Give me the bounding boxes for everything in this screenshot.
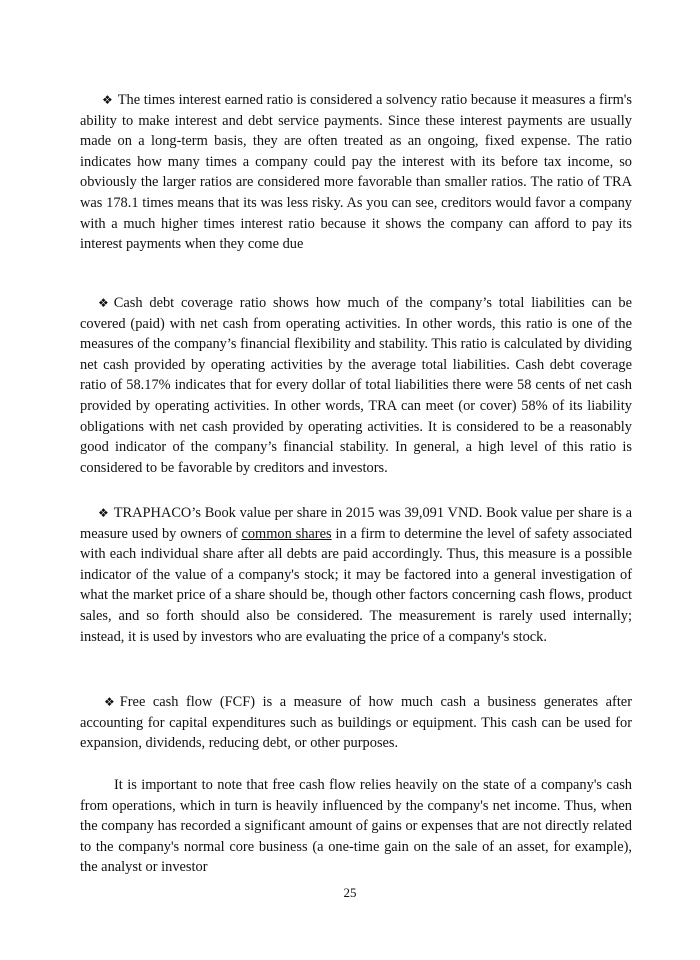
paragraph-text: The times interest earned ratio is considered a solvency ratio because it measures a firm's ability to make interest and debt service payments. Since these interest payments are usually made on a long-term basis, they are often treated as an ongoing, fixed expense. The ratio indicates how many times a company could pay the interest with its before tax income, so obviously the larger ratios are considered more favorable than smaller ratios. The ratio of TRA was 178.1 times means that its was less risky. As you can see, creditors would favor a company with a much higher times interest ratio because it shows the company can afford to pay its interest payments when they come due (80, 92, 632, 253)
common-shares-link[interactable]: common shares (241, 525, 332, 542)
bullet-diamond-icon: ❖ (98, 296, 109, 310)
paragraph-times-interest-earned (80, 90, 632, 255)
paragraph-text-start: TRAPHACO’s Book value per share in 2015 was 39,091 VND. Book value per share is a measure used by owners of (80, 505, 632, 542)
bullet-diamond-icon: ❖ (98, 506, 109, 520)
bullet-diamond-icon: ❖ (102, 93, 113, 107)
paragraph-book-value-per-share (80, 503, 632, 647)
page-number: 25 (343, 885, 357, 900)
paragraph-fcf-note (80, 775, 632, 878)
paragraph-text: It is important to note that free cash flow relies heavily on the state of a company's cash from operations, which in turn is heavily influenced by the company's net income. Thus, when the company has recorded a significant amount of gains or expenses that are not directly related to the company's normal core business (a one-time gain on the sale of an asset, for example), the analyst or investor (80, 777, 632, 876)
paragraph-cash-debt-coverage (80, 293, 632, 478)
bullet-diamond-icon: ❖ (104, 695, 115, 709)
paragraph-free-cash-flow (80, 692, 632, 754)
paragraph-text: Cash debt coverage ratio shows how much of the company’s total liabilities can be covered (paid) with net cash from operating activities. In other words, this ratio is one of the measures of the company’s financial flexibility and stability. This ratio is calculated by dividing net cash provided by operating activities by the average total liabilities. Cash debt coverage ratio of 58.17% indicates that for every dollar of total liabilities there were 58 cents of net cash provided by operating activities. In other words, TRA can meet (or cover) 58% of its liability obligations with net cash provided by operating activities. It is considered to be a reasonably good indicator of the company’s financial stability. In general, a high level of this ratio is considered to be favorable by creditors and investors. (80, 295, 632, 476)
paragraph-text: Free cash flow (FCF) is a measure of how much cash a business generates after accounting for capital expenditures such as buildings or equipment. This cash can be used for expansion, dividends, reducing debt, or other purposes. (80, 694, 632, 752)
paragraph-text-end: in a firm to determine the level of safety associated with each individual share after all debts are paid accordingly. Thus, this measure is a possible indicator of the value of a company's stock; it may be factored into a general investigation of what the market price of a share should be, though other factors concerning cash flows, product sales, and so forth should also be considered. The measurement is rarely used internally; instead, it is used by investors who are evaluating the price of a company's stock. (80, 525, 633, 645)
